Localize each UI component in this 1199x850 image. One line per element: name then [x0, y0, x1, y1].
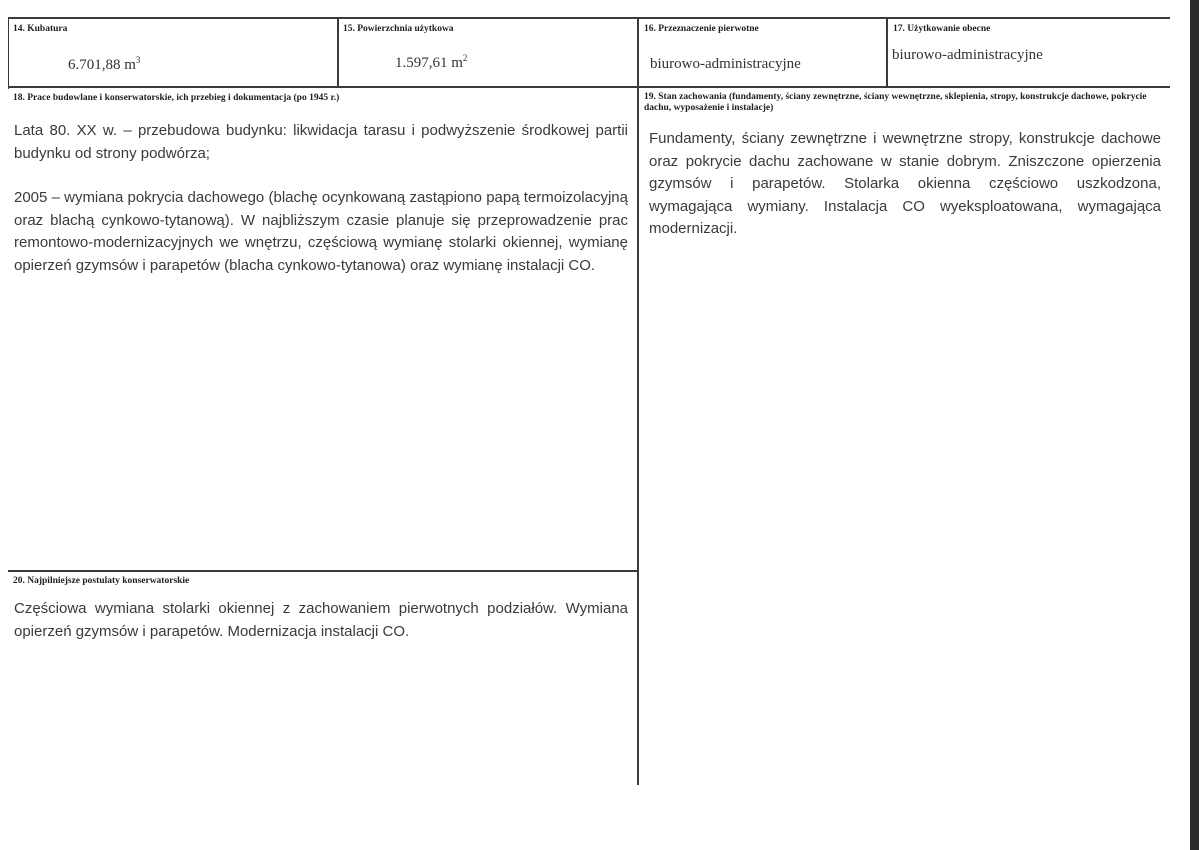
powierzchnia-label: 15. Powierzchnia użytkowa	[343, 24, 454, 34]
header-row-bottom-rule	[8, 86, 1170, 88]
uzytkowanie-value: biurowo-administracyjne	[892, 47, 1043, 63]
powierzchnia-unit-exponent: 2	[462, 53, 468, 63]
uzytkowanie-label: 17. Użytkowanie obecne	[893, 24, 991, 34]
page-edge-shadow	[1190, 0, 1199, 850]
kubatura-number: 6.701,88 m	[68, 57, 136, 73]
kubatura-unit-exponent: 3	[135, 55, 141, 65]
kubatura-value	[68, 55, 140, 74]
przeznaczenie-label: 16. Przeznaczenie pierwotne	[644, 24, 759, 34]
kubatura-label: 14. Kubatura	[13, 24, 68, 34]
przeznaczenie-value: biurowo-administracyjne	[650, 56, 801, 72]
divider-przeznaczenie-uzytkowanie	[886, 17, 888, 88]
divider-kubatura-powierzchnia	[337, 17, 339, 88]
divider-main-column	[637, 17, 639, 785]
prace-paragraph-2: 2005 – wymiana pokrycia dachowego (blachę ocynkowaną zastąpiono papą termoizolacyjną oraz blachą cynkowo-tytanową). W najbliższym czasie planuje się przeprowadzenie prac remontowo-modernizacyjnych we wnętrzu, częściową wymianę stolarki okiennej, wymianę opierzeń gzymsów i parapetów (blacha cynkowo-tytanowa) oraz wymianę instalacji CO.	[14, 189, 628, 274]
stan-text: Fundamenty, ściany zewnętrzne i wewnętrzne stropy, konstrukcje dachowe oraz pokrycie dachu zachowane w stanie dobrym. Zniszczone opierzenia gzymsów i parapetów. Stolarka okienna częściowo uszkodzona, wymagająca wymiany. Instalacja CO wyeksploatowana, wymagająca modernizacji.	[649, 130, 1161, 237]
section-20-top-rule	[8, 570, 638, 572]
prace-label: 18. Prace budowlane i konserwatorskie, ich przebieg i dokumentacja (po 1945 r.)	[13, 93, 340, 103]
prace-text	[14, 120, 628, 277]
powierzchnia-value	[395, 53, 467, 72]
postulaty-text: Częściowa wymiana stolarki okiennej z zachowaniem pierwotnych podziałów. Wymiana opierzeń gzymsów i parapetów. Modernizacja instalacji CO.	[14, 600, 628, 640]
powierzchnia-number: 1.597,61 m	[395, 55, 463, 71]
top-rule	[8, 17, 1170, 19]
prace-paragraph-1: Lata 80. XX w. – przebudowa budynku: likwidacja tarasu i podwyższenie środkowej partii budynku od strony podwórza;	[14, 122, 628, 162]
left-border	[8, 17, 9, 89]
postulaty-label: 20. Najpilniejsze postulaty konserwatorskie	[13, 576, 190, 586]
stan-label: 19. Stan zachowania (fundamenty, ściany zewnętrzne, ściany wewnętrzne, sklepienia, stropy, konstrukcje dachowe, pokrycie dachu, wyposażenie i instalacje)	[644, 92, 1147, 113]
